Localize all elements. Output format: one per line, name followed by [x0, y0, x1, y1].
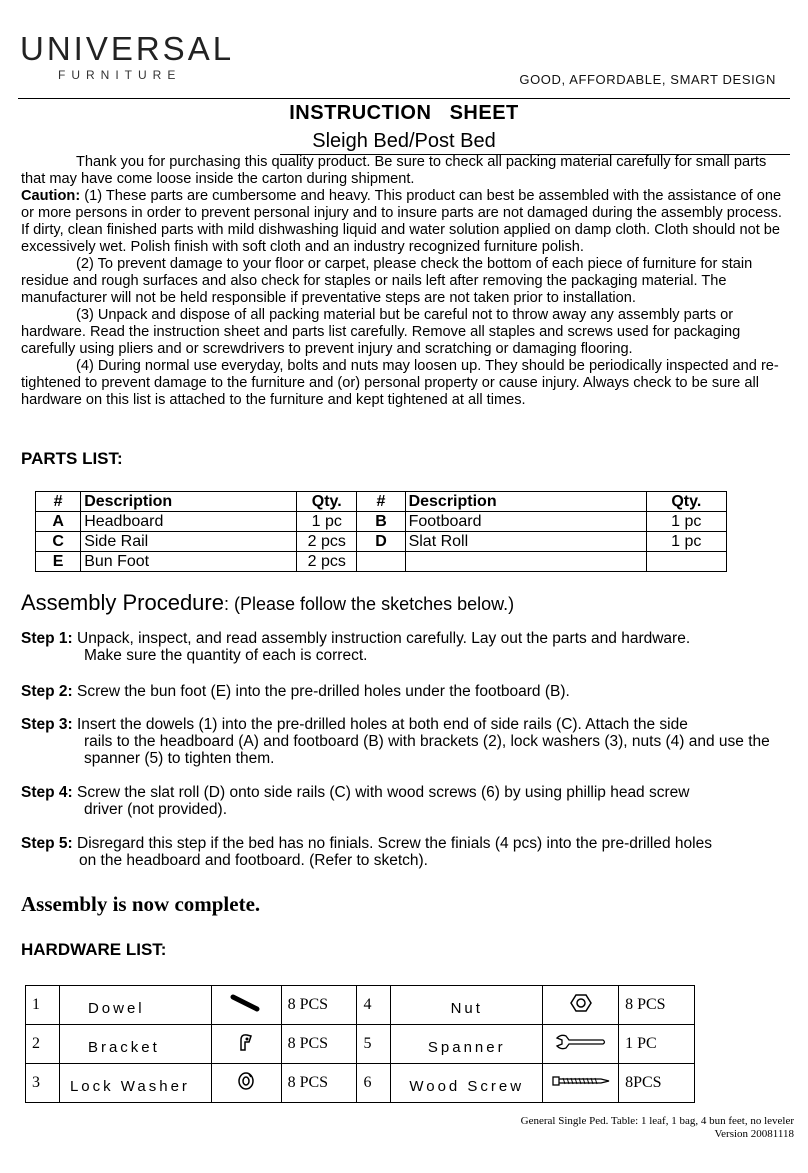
caution-2: (2) To prevent damage to your floor or carpet, please check the bottom of each piece of furniture for stain residue and rough surfaces and also check for staples or nails left after removing the packaging material. The manufacturer will not be held responsible if preventative steps are not taken prior to installation.	[21, 256, 753, 306]
brand-logo: UNIVERSAL	[20, 30, 235, 67]
parts-list-heading: PARTS LIST:	[21, 449, 123, 468]
table-row: E Bun Foot 2 pcs	[36, 552, 727, 572]
caution-label: Caution:	[21, 188, 81, 204]
table-row: 2 Bracket 8 PCS 5 Spanner 1 PC	[26, 1025, 695, 1064]
caution-4: (4) During normal use everyday, bolts and nuts may loosen up. They should be periodically inspected and re-tightened to prevent damage to the furniture and (or) personal property or cause injury. Always check to be sure all hardware on this list is attached to the furniture and kept tightened at all times.	[21, 358, 779, 408]
step-2: Step 2: Screw the bun foot (E) into the pre-drilled holes under the footboard (B).	[21, 683, 570, 700]
bracket-icon	[211, 1025, 281, 1064]
assembly-complete: Assembly is now complete.	[21, 892, 261, 916]
parts-table	[35, 491, 727, 572]
nut-icon	[543, 986, 619, 1025]
header-divider	[18, 98, 790, 99]
caution-1: Caution: (1) These parts are cumbersome and heavy. This product can best be assembled with the assistance of one or more persons in order to prevent personal injury and to insure parts are not damaged during the assembly process. If dirty, clean finished parts with mild dishwashing liquid and water solution applied on damp cloth. Cloth should not be excessively wet. Polish finish with soft cloth and an industry recognized furniture polish.	[21, 188, 782, 255]
step-5: Step 5: Disregard this step if the bed has no finials. Screw the finials (4 pcs) into the pre-drilled holes on the headboard and footboard. (Refer to sketch).	[21, 835, 712, 869]
table-row: A Headboard 1 pc B Footboard 1 pc	[36, 512, 727, 532]
table-row: C Side Rail 2 pcs D Slat Roll 1 pc	[36, 532, 727, 552]
brand-sub: FURNITURE	[58, 68, 182, 82]
spanner-icon	[543, 1025, 619, 1064]
footer-note: General Single Ped. Table: 1 leaf, 1 bag, 4 bun feet, no leveler	[520, 1115, 794, 1127]
tagline: GOOD, AFFORDABLE, SMART DESIGN	[519, 72, 776, 87]
step-3: Step 3: Insert the dowels (1) into the pre-drilled holes at both end of side rails (C). Attach the side rails to the headboard (A) and footboard (B) with brackets (2), lock washers (3), nuts (4) and use the spanner (5) to tighten them.	[21, 716, 770, 767]
hardware-table	[25, 985, 695, 1103]
page-subtitle: Sleigh Bed/Post Bed	[312, 130, 496, 152]
thank-you-text: Thank you for purchasing this quality product. Be sure to check all packing material carefully for small parts that may have come loose inside the carton during shipment.	[21, 154, 767, 187]
table-header-row: # Description Qty. # Description Qty.	[36, 492, 727, 512]
hardware-list-heading: HARDWARE LIST:	[21, 940, 167, 959]
step-4: Step 4: Screw the slat roll (D) onto side rails (C) with wood screws (6) by using phillip head screw driver (not provided).	[21, 784, 690, 818]
table-row: 3 Lock Washer 8 PCS 6 Wood Screw 8PCS	[26, 1064, 695, 1103]
wood-screw-icon	[543, 1064, 619, 1103]
assembly-title: Assembly Procedure: (Please follow the sketches below.)	[21, 590, 515, 615]
page-title: INSTRUCTION SHEET	[289, 102, 519, 124]
step-1: Step 1: Unpack, inspect, and read assembly instruction carefully. Lay out the parts and hardware. Make sure the quantity of each is correct.	[21, 630, 691, 664]
caution-3: (3) Unpack and dispose of all packing material but be careful not to throw away any assembly parts or hardware. Read the instruction sheet and parts list carefully. Remove all staples and screws used for packaging carefully using pliers and or screwdrivers to prevent injury and scratching or damaging flooring.	[21, 307, 741, 357]
table-row: 1 Dowel 8 PCS 4 Nut 8 PCS	[26, 986, 695, 1025]
lock-washer-icon	[211, 1064, 281, 1103]
intro-section	[21, 154, 791, 409]
dowel-icon	[211, 986, 281, 1025]
footer-version: Version 20081118	[714, 1128, 794, 1140]
